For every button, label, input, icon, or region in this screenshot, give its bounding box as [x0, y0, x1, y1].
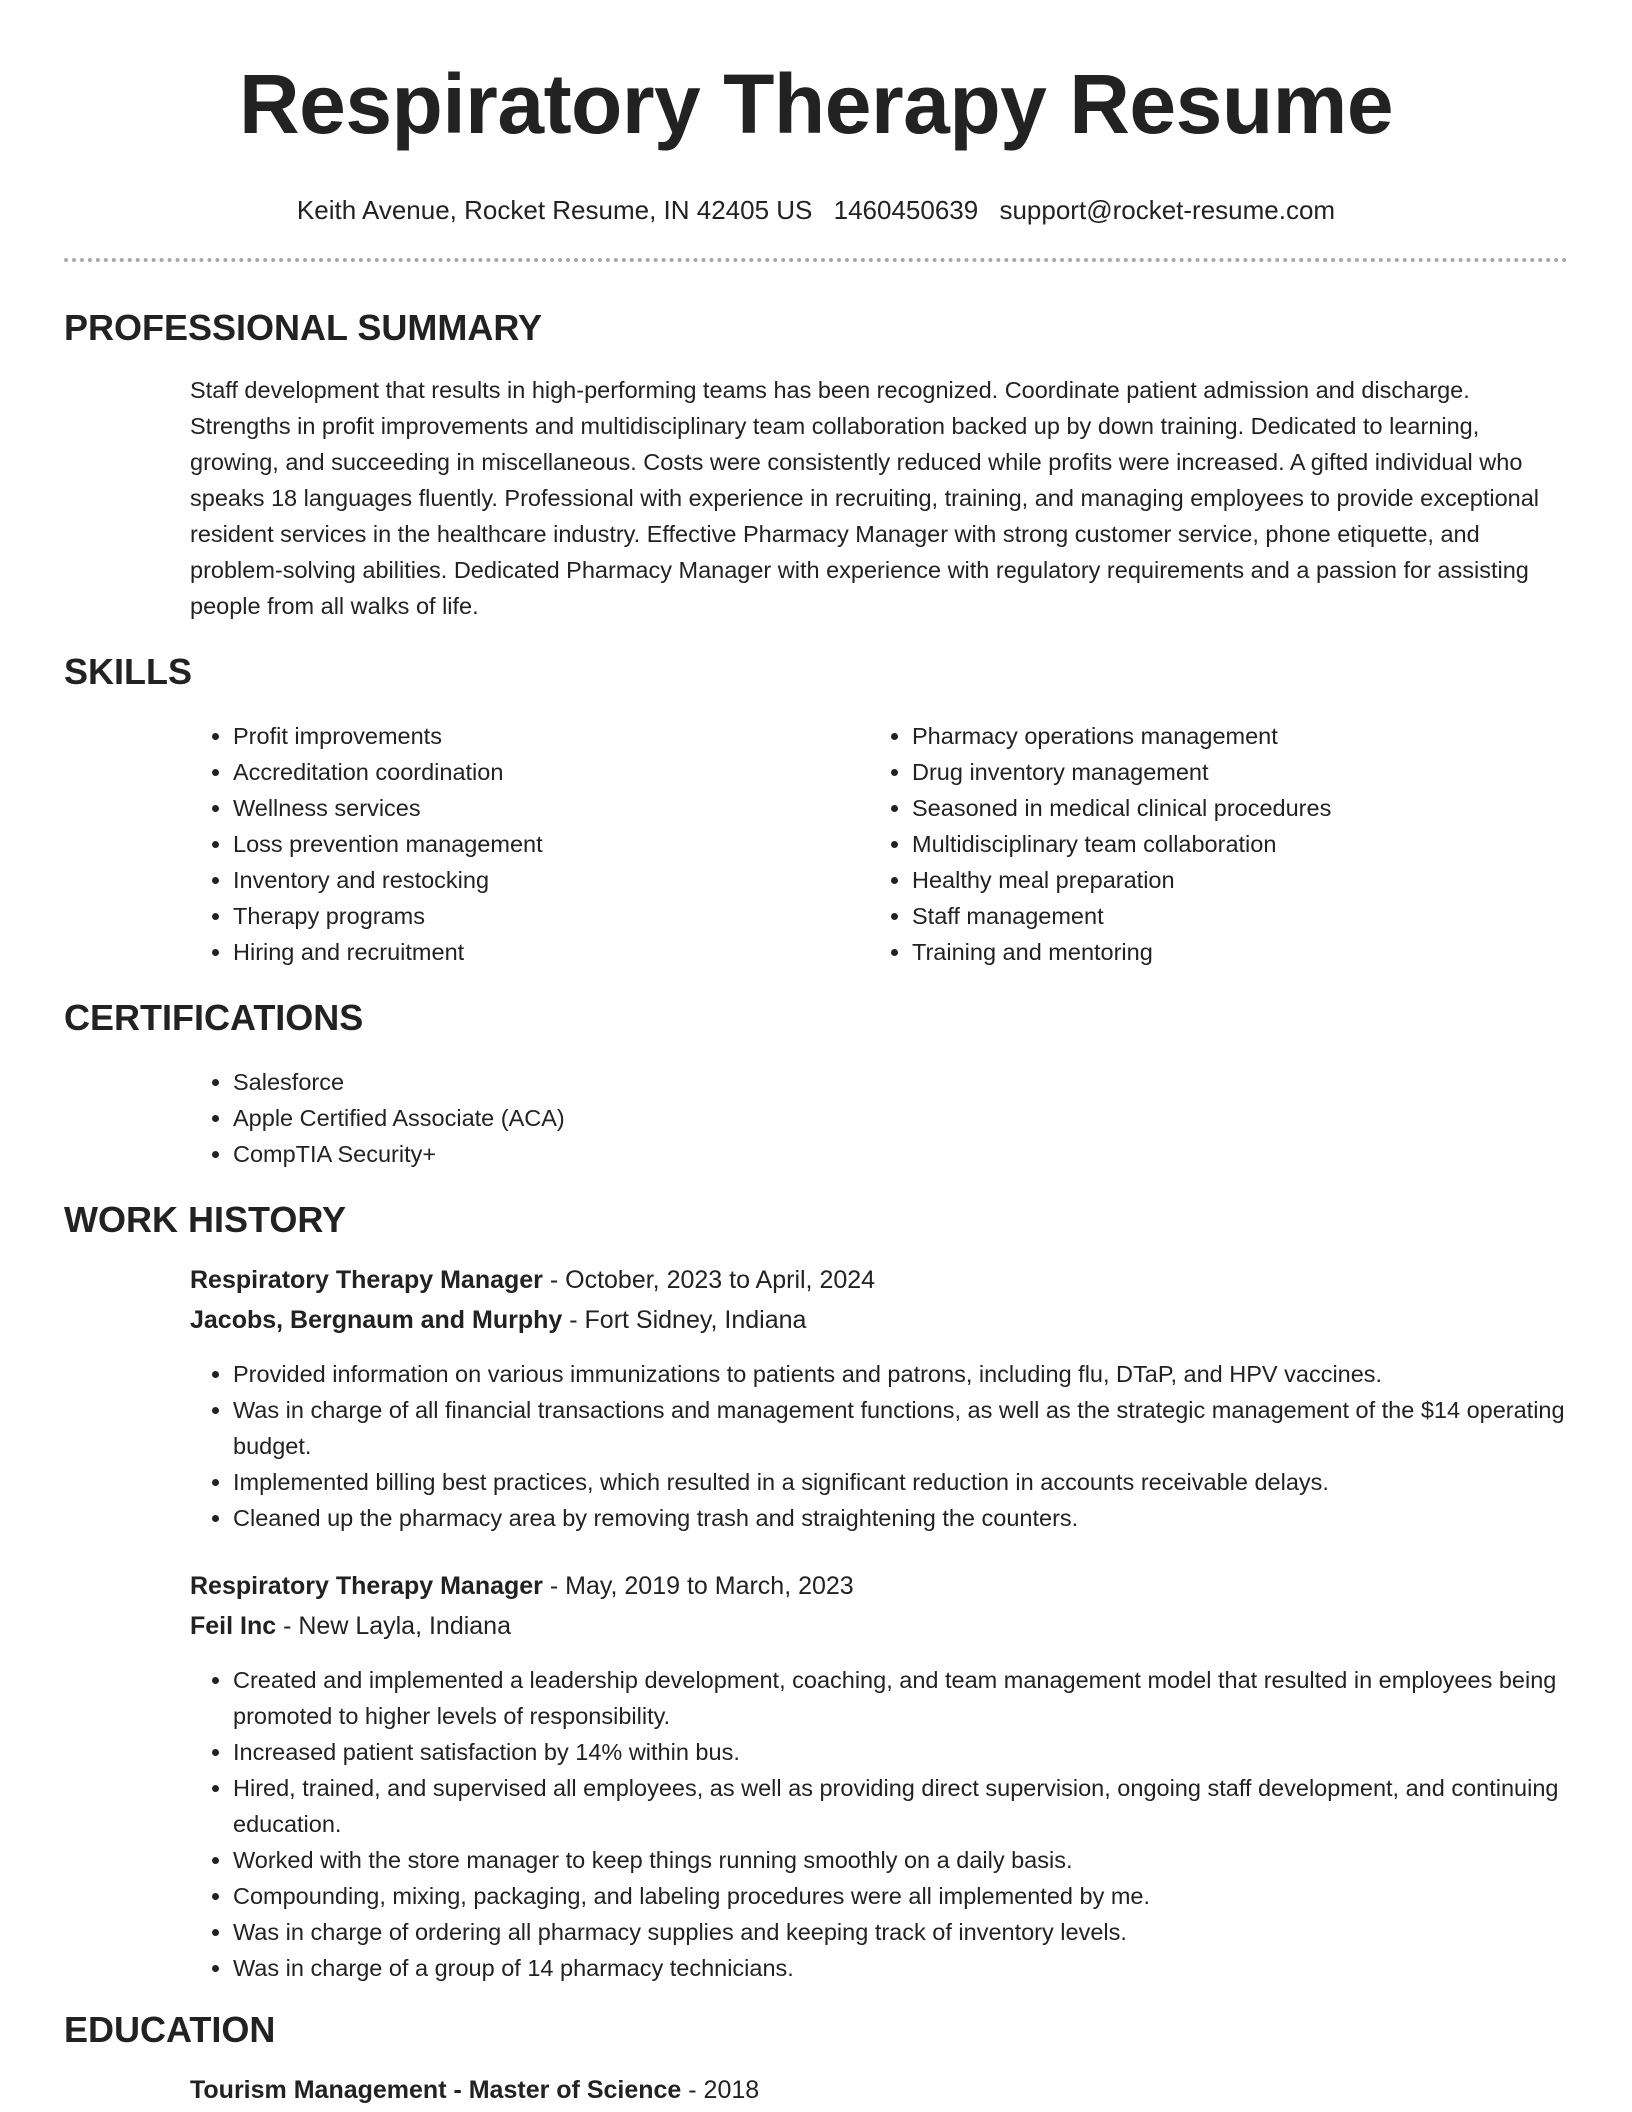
skill-item: • Staff management: [912, 898, 1548, 934]
skill-item: • Healthy meal preparation: [912, 862, 1548, 898]
job-title-line: [190, 1568, 1568, 1604]
skill-item: • Accreditation coordination: [233, 754, 869, 790]
header-divider: [64, 258, 1568, 262]
education-entry: [190, 2072, 1568, 2108]
skill-item: • Inventory and restocking: [233, 862, 869, 898]
job-duties: [190, 1356, 1568, 1536]
certifications-section: [64, 996, 1568, 1172]
contact-phone: 1460450639: [833, 195, 979, 225]
job-dates: - October, 2023 to April, 2024: [542, 1266, 876, 1294]
education-year: - 2018: [681, 2076, 760, 2104]
certifications-list: [190, 1064, 1568, 1172]
skill-item: • Loss prevention management: [233, 826, 869, 862]
education-section: [64, 2008, 1568, 2108]
job-title-line: [190, 1262, 1568, 1298]
contact-email: support@rocket-resume.com: [999, 195, 1336, 225]
job-duty: • Created and implemented a leadership development, coaching, and team management model that resulted in employees being promoted to higher levels of responsibility.: [233, 1662, 1568, 1734]
skill-item: • Pharmacy operations management: [912, 718, 1548, 754]
certifications-heading: CERTIFICATIONS: [64, 997, 364, 1038]
work-history-heading: WORK HISTORY: [64, 1199, 347, 1240]
job-entry: [190, 1262, 1568, 1536]
job-location: - New Layla, Indiana: [276, 1612, 511, 1640]
contact-address: Keith Avenue, Rocket Resume, IN 42405 US: [296, 195, 813, 225]
education-heading: EDUCATION: [64, 2009, 276, 2050]
skill-item: • Therapy programs: [233, 898, 869, 934]
job-duty: • Compounding, mixing, packaging, and labeling procedures were all implemented by me.: [233, 1878, 1568, 1914]
job-location: - Fort Sidney, Indiana: [562, 1306, 807, 1334]
job-duty: • Was in charge of a group of 14 pharmacy technicians.: [233, 1950, 1568, 1986]
certification-item: • CompTIA Security+: [233, 1136, 1568, 1172]
work-history-section: [64, 1198, 1568, 1986]
skills-column-left: [190, 718, 869, 970]
job-duty: • Was in charge of all financial transactions and management functions, as well as the strategic management of the $14 operating budget.: [233, 1392, 1568, 1464]
summary-text: Staff development that results in high-performing teams has been recognized. Coordinate patient admission and discharge. Strengths in profit improvements and multidisciplinary team collaboration backed up by down training. Dedicated to learning, growing, and succeeding in miscellaneous. Costs were consistently reduced while profits were increased. A gifted individual who speaks 18 languages fluently. Professional with experience in recruiting, training, and managing employees to provide exceptional resident services in the healthcare industry. Effective Pharmacy Manager with strong customer service, phone etiquette, and problem-solving abilities. Dedicated Pharmacy Manager with experience with regulatory requirements and a passion for assisting people from all walks of life.: [190, 377, 1540, 619]
skills-section: [64, 650, 1568, 970]
skill-item: • Seasoned in medical clinical procedures: [912, 790, 1548, 826]
job-duty: • Cleaned up the pharmacy area by removing trash and straightening the counters.: [233, 1500, 1568, 1536]
job-company: Feil Inc: [190, 1612, 277, 1640]
certification-item: • Salesforce: [233, 1064, 1568, 1100]
job-company-line: [190, 1302, 1568, 1338]
job-duty: • Worked with the store manager to keep things running smoothly on a daily basis.: [233, 1842, 1568, 1878]
job-role: Respiratory Therapy Manager: [190, 1572, 543, 1600]
skill-item: • Hiring and recruitment: [233, 934, 869, 970]
skill-item: • Wellness services: [233, 790, 869, 826]
job-dates: - May, 2019 to March, 2023: [542, 1572, 854, 1600]
job-duty: • Increased patient satisfaction by 14% within bus.: [233, 1734, 1568, 1770]
job-entry: [190, 1568, 1568, 1986]
certification-item: • Apple Certified Associate (ACA): [233, 1100, 1568, 1136]
skills-heading: SKILLS: [64, 651, 193, 692]
education-degree: Tourism Management - Master of Science: [190, 2076, 682, 2104]
summary-heading: PROFESSIONAL SUMMARY: [64, 307, 543, 348]
skill-item: • Multidisciplinary team collaboration: [912, 826, 1548, 862]
skills-list: [190, 718, 1568, 970]
summary-section: [64, 306, 1568, 624]
job-duty: • Implemented billing best practices, which resulted in a significant reduction in accounts receivable delays.: [233, 1464, 1568, 1500]
skills-column-right: [869, 718, 1548, 970]
job-duty: • Hired, trained, and supervised all employees, as well as providing direct supervision, ongoing staff development, and continuing education.: [233, 1770, 1568, 1842]
skill-item: • Drug inventory management: [912, 754, 1548, 790]
job-duties: [190, 1662, 1568, 1986]
resume-title: Respiratory Therapy Resume: [238, 57, 1394, 151]
job-duty: • Was in charge of ordering all pharmacy supplies and keeping track of inventory levels.: [233, 1914, 1568, 1950]
job-role: Respiratory Therapy Manager: [190, 1266, 543, 1294]
job-company-line: [190, 1608, 1568, 1644]
job-duty: • Provided information on various immunizations to patients and patrons, including flu, DTaP, and HPV vaccines.: [233, 1356, 1568, 1392]
job-company: Jacobs, Bergnaum and Murphy: [190, 1306, 563, 1334]
contact-info: [64, 194, 1568, 226]
resume-header: [64, 0, 1568, 226]
skill-item: • Training and mentoring: [912, 934, 1548, 970]
skill-item: • Profit improvements: [233, 718, 869, 754]
